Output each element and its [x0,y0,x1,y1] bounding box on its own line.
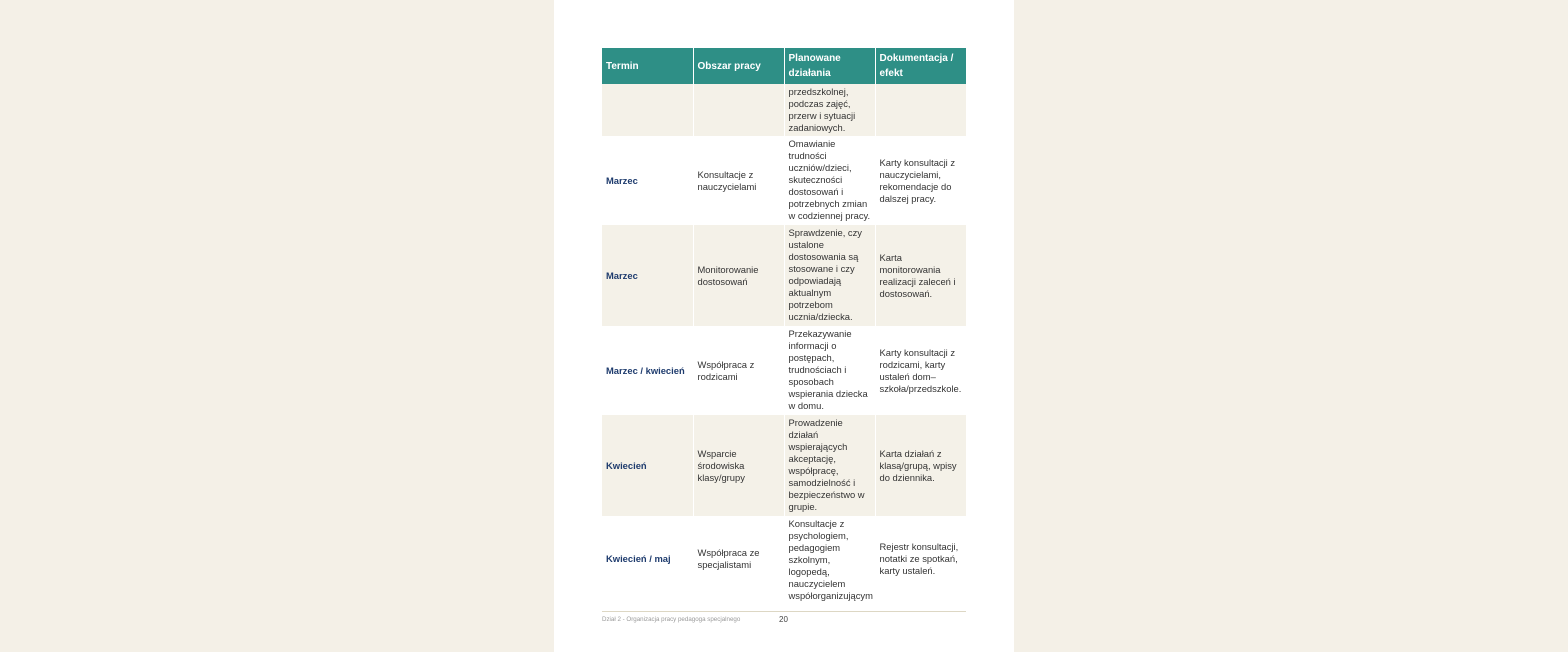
cell-term [602,84,693,136]
table-row [602,415,966,516]
footer-divider [602,611,966,612]
cell-area: Monitorowanie dostosowań [693,225,784,326]
table-header-row [602,48,966,84]
cell-action: przedszkolnej, podczas zajęć, przerw i sytuacji zadaniowych. [784,84,875,136]
footer-section-title: Dział 2 - Organizacja pracy pedagoga specjalnego [602,616,741,623]
cell-doc: Rejestr konsultacji, notatki ze spotkań, karty ustaleń. [875,516,966,602]
cell-action: Prowadzenie działań wspierających akceptację, współpracę, samodzielność i bezpieczeństwo w grupie. [784,415,875,516]
document-page [554,0,1014,652]
table-row [602,225,966,326]
cell-area [693,84,784,136]
header-planowane-dzialania: Planowane działania [784,48,875,84]
header-obszar-pracy: Obszar pracy [693,48,784,84]
cell-doc: Karty konsultacji z nauczycielami, rekomendacje do dalszej pracy. [875,136,966,225]
cell-term: Kwiecień [602,415,693,516]
table-row [602,136,966,225]
cell-area: Współpraca ze specjalistami [693,516,784,602]
cell-action: Konsultacje z psychologiem, pedagogiem szkolnym, logopedą, nauczycielem współorganizującym [784,516,875,602]
cell-area: Konsultacje z nauczycielami [693,136,784,225]
cell-area: Wsparcie środowiska klasy/grupy [693,415,784,516]
table-row [602,516,966,602]
cell-term: Marzec [606,174,638,186]
cell-term: Kwiecień / maj [606,553,671,564]
cell-doc [875,84,966,136]
cell-action: Sprawdzenie, czy ustalone dostosowania są stosowane i czy odpowiadają aktualnym potrzebom ucznia/dziecka. [784,225,875,326]
header-termin: Termin [602,48,693,84]
cell-term: Marzec [602,225,693,326]
header-dokumentacja-efekt: Dokumentacja / efekt [875,48,966,84]
cell-action: Przekazywanie informacji o postępach, trudnościach i sposobach wspierania dziecka w domu. [784,326,875,415]
cell-action: Omawianie trudności uczniów/dzieci, skuteczności dostosowań i potrzebnych zmian w codziennej pracy. [784,136,875,225]
cell-doc: Karty konsultacji z rodzicami, karty ustaleń dom–szkoła/przedszkole. [875,326,966,415]
cell-doc: Karta działań z klasą/grupą, wpisy do dziennika. [875,415,966,516]
page-number: 20 [779,615,788,624]
table-row [602,326,966,415]
cell-area: Współpraca z rodzicami [693,326,784,415]
cell-doc: Karta monitorowania realizacji zaleceń i dostosowań. [875,225,966,326]
cell-term: Marzec / kwiecień [606,364,685,376]
table-row [602,84,966,136]
work-plan-table [602,48,966,602]
